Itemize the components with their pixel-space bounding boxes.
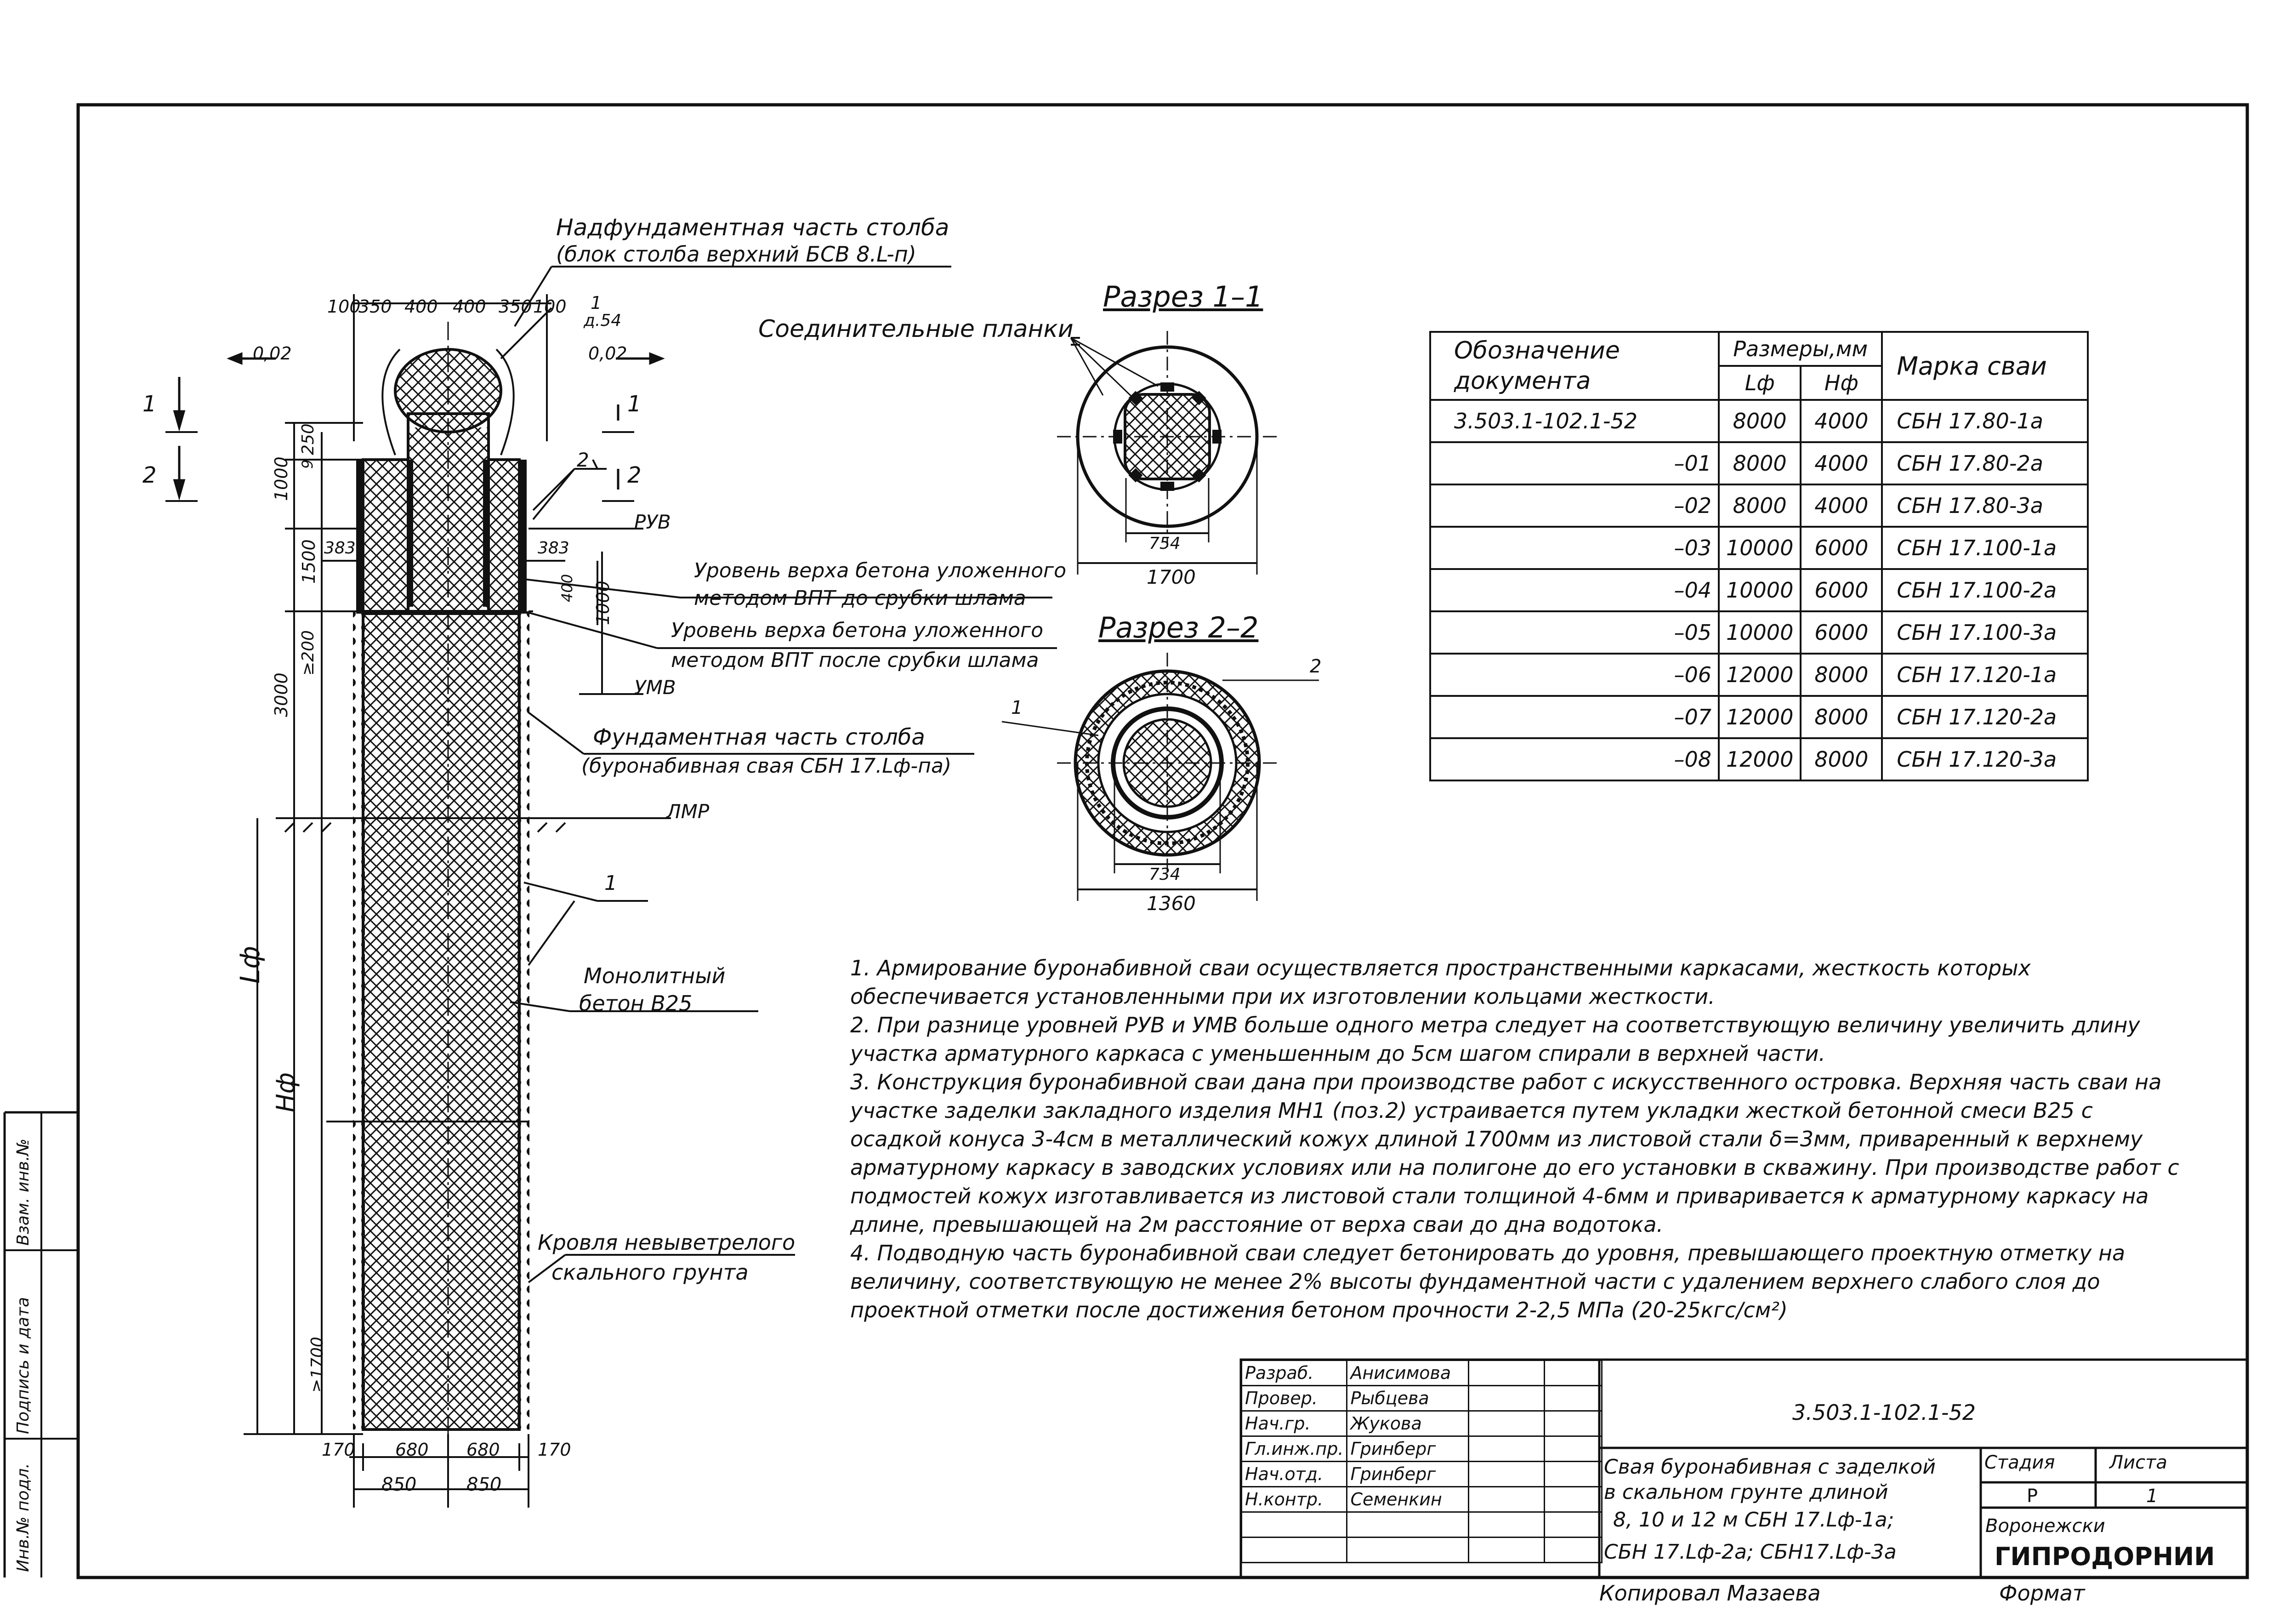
- role-cell: Н.контр.: [1242, 1487, 1347, 1512]
- pile-specification-table: [1429, 331, 2089, 781]
- signature-row: [1242, 1411, 1602, 1436]
- dim-250: 250: [299, 423, 318, 455]
- section-2-2-dim-inner: 734: [1149, 865, 1181, 884]
- dim-bottom-1: 170: [322, 1440, 355, 1460]
- row-lf: 8000: [1719, 400, 1801, 442]
- row-hf: 8000: [1801, 696, 1882, 738]
- foundation-part-label-2: (буронабивная свая СБН 17.Lф-па): [581, 754, 952, 778]
- table-row: [1430, 569, 2088, 611]
- section-mark-1-right: 1: [627, 391, 642, 417]
- dim-top-2: 350: [358, 296, 392, 317]
- row-lf: 10000: [1719, 569, 1801, 611]
- dim-bottom-3: 680: [466, 1440, 500, 1460]
- note-3: 3. Конструкция буронабивной сваи дана при производстве работ с искусственного островка. Верхняя часть сваи на участке заделки закладного изделия МН1 (поз.2) устраивается путем укладки жесткой бетонной смеси В25 с осадкой конуса 3-4см в металлический кожух длиной 1700мм из листовой стали δ=3мм, приваренный к верхнему арматурному каркасу в заводских условиях или на полигоне до его установки в скважину. При производстве работ с подмостей кожух изготавливается из листовой стали толщиной 4-6мм и приваривается к арматурному каркасу на длине, превышающей на 2м расстояние от верха сваи до дна водотока.: [850, 1070, 2179, 1237]
- monolith-label: Монолитный: [584, 963, 726, 988]
- table-row: [1430, 654, 2088, 696]
- row-hf: 6000: [1801, 569, 1882, 611]
- dim-9: 9: [299, 459, 316, 469]
- section-2-2-dim-outer: 1360: [1147, 892, 1196, 915]
- row-mark: СБН 17.120-3а: [1882, 738, 2088, 780]
- name-cell: Гринберг: [1347, 1436, 1469, 1462]
- dim-bottom-2: 680: [395, 1440, 429, 1460]
- signature-cell: [1469, 1462, 1545, 1487]
- header-document: [1430, 332, 1719, 400]
- row-mark: СБН 17.80-3а: [1882, 484, 2088, 527]
- rock-label-2: скального грунта: [551, 1260, 749, 1285]
- header-sizes: Размеры,мм: [1719, 332, 1882, 366]
- signature-row: [1242, 1538, 1602, 1563]
- name-cell: Анисимова: [1347, 1361, 1469, 1386]
- level-before-label: Уровень верха бетона уложенного: [694, 559, 1067, 582]
- pile-elevation: [349, 322, 533, 1434]
- name-cell: Жукова: [1347, 1411, 1469, 1436]
- row-doc: –08: [1430, 738, 1719, 780]
- pos1-top-label: 1: [591, 293, 602, 313]
- section-1-1-dim-inner: 754: [1149, 534, 1181, 553]
- row-lf: 10000: [1719, 611, 1801, 654]
- signature-cell: [1469, 1386, 1545, 1411]
- document-code: 3.503.1-102.1-52: [1792, 1400, 1976, 1425]
- row-doc: –03: [1430, 527, 1719, 569]
- pile-reinforcement-left: [353, 611, 365, 1429]
- date-cell: [1545, 1487, 1602, 1512]
- note-1: 1. Армирование буронабивной сваи осуществляется пространственными каркасами, жесткость которых обеспечивается установленными при их изготовлении кольцами жесткости.: [850, 956, 2031, 1009]
- signature-row: [1242, 1462, 1602, 1487]
- title-line-3: 8, 10 и 12 м СБН 17.Lф-1а;: [1613, 1508, 1894, 1532]
- dim-top-3: 400: [404, 296, 438, 317]
- dim-383-right: 383: [538, 539, 569, 558]
- dim-1000b: 1000: [593, 581, 613, 625]
- dim-400: 400: [558, 574, 576, 602]
- row-hf: 8000: [1801, 738, 1882, 780]
- row-doc: –05: [1430, 611, 1719, 654]
- slope-left-label: 0,02: [253, 343, 292, 364]
- pos1-label: 1: [604, 871, 617, 895]
- row-mark: СБН 17.100-3а: [1882, 611, 2088, 654]
- stage-value: Р: [2027, 1486, 2038, 1507]
- sheet-header: Листа: [2109, 1452, 2167, 1473]
- level-before-label-2: методом ВПТ до срубки шлама: [694, 587, 1026, 610]
- dim-top-4: 400: [453, 296, 486, 317]
- level-after-label-2: методом ВПТ после срубки шлама: [671, 649, 1039, 672]
- date-cell: [1545, 1411, 1602, 1436]
- lmr-label: ЛМР: [666, 800, 710, 823]
- table-row: [1430, 527, 2088, 569]
- row-hf: 4000: [1801, 484, 1882, 527]
- dim-ge200: ≥200: [299, 630, 318, 676]
- dim-top-1: 100: [327, 296, 361, 317]
- copied-by: Копировал Мазаева: [1599, 1581, 1821, 1606]
- row-hf: 8000: [1801, 654, 1882, 696]
- section-mark-2-left: 2: [142, 462, 157, 488]
- header-document-line2: документа: [1454, 367, 1591, 395]
- role-cell: Нач.гр.: [1242, 1411, 1347, 1436]
- row-hf: 4000: [1801, 400, 1882, 442]
- role-cell: Нач.отд.: [1242, 1462, 1347, 1487]
- row-doc: 3.503.1-102.1-52: [1430, 400, 1719, 442]
- pos2-label: 2: [577, 449, 589, 471]
- title-line-4: СБН 17.Lф-2а; СБН17.Lф-3а: [1604, 1540, 1897, 1564]
- level-after-label: Уровень верха бетона уложенного: [671, 619, 1044, 642]
- table-row: [1430, 738, 2088, 780]
- row-mark: СБН 17.100-1а: [1882, 527, 2088, 569]
- signature-row: [1242, 1436, 1602, 1462]
- section-mark-1-left: 1: [142, 391, 157, 417]
- rock-label: Кровля невыветрелого: [538, 1230, 796, 1255]
- row-lf: 12000: [1719, 738, 1801, 780]
- format-label: Формат: [1999, 1581, 2085, 1606]
- signature-row: [1242, 1512, 1602, 1538]
- dim-lf: Lф: [234, 946, 266, 984]
- row-lf: 8000: [1719, 484, 1801, 527]
- organization-name: ГИПРОДОРНИИ: [1995, 1542, 2215, 1571]
- note-2: 2. При разнице уровней РУВ и УМВ больше одного метра следует на соответствующую величину увеличить длину участка арматурного каркаса с уменьшенным до 5см шагом спирали в верхней части.: [850, 1013, 2140, 1066]
- label-top-part: Надфундаментная часть столба: [556, 214, 949, 241]
- signature-row: [1242, 1487, 1602, 1512]
- pile-shaft: [363, 611, 519, 1429]
- signature-row: [1242, 1361, 1602, 1386]
- section-2-2: [1002, 653, 1322, 901]
- row-lf: 12000: [1719, 696, 1801, 738]
- row-mark: СБН 17.80-1а: [1882, 400, 2088, 442]
- section-1-1-planks: Соединительные планки: [758, 315, 1074, 343]
- signature-table: [1241, 1360, 1603, 1563]
- signature-row: [1242, 1386, 1602, 1411]
- title-line-2: в скальном грунте длиной: [1604, 1481, 1888, 1504]
- row-doc: –01: [1430, 442, 1719, 484]
- row-mark: СБН 17.80-2а: [1882, 442, 2088, 484]
- dim-top-6: 100: [533, 296, 567, 317]
- name-cell: Рыбцева: [1347, 1386, 1469, 1411]
- row-lf: 12000: [1719, 654, 1801, 696]
- header-mark: Марка сваи: [1882, 332, 2088, 400]
- header-lf: Lф: [1719, 366, 1801, 400]
- row-doc: –06: [1430, 654, 1719, 696]
- date-cell: [1545, 1361, 1602, 1386]
- signature-cell: [1469, 1487, 1545, 1512]
- stage-header: Стадия: [1984, 1452, 2055, 1473]
- side-inventory: Инв.№ подл.: [14, 1463, 33, 1572]
- dim-850-right: 850: [466, 1474, 502, 1495]
- row-mark: СБН 17.120-1а: [1882, 654, 2088, 696]
- row-mark: СБН 17.120-2а: [1882, 696, 2088, 738]
- name-cell: Семенкин: [1347, 1487, 1469, 1512]
- row-mark: СБН 17.100-2а: [1882, 569, 2088, 611]
- header-hf: Hф: [1801, 366, 1882, 400]
- date-cell: [1545, 1462, 1602, 1487]
- section-1-1-dim-outer: 1700: [1147, 566, 1196, 588]
- signature-cell: [1469, 1411, 1545, 1436]
- section-2-2-pos2: 2: [1310, 656, 1322, 677]
- table-row: [1430, 611, 2088, 654]
- row-doc: –07: [1430, 696, 1719, 738]
- side-signature: Подпись и дата: [14, 1297, 33, 1434]
- dim-bottom-4: 170: [538, 1440, 571, 1460]
- date-cell: [1545, 1386, 1602, 1411]
- row-lf: 8000: [1719, 442, 1801, 484]
- row-lf: 10000: [1719, 527, 1801, 569]
- monolith-label-2: бетон В25: [579, 991, 693, 1016]
- header-document-line1: Обозначение: [1454, 337, 1620, 364]
- side-replacement: Взам. инв.№: [14, 1139, 33, 1246]
- table-row: [1430, 442, 2088, 484]
- dim-383-left: 383: [324, 539, 356, 558]
- dim-ge1700: ≥1700: [308, 1337, 327, 1393]
- row-doc: –04: [1430, 569, 1719, 611]
- dim-1500: 1500: [299, 539, 319, 584]
- role-cell: Гл.инж.пр.: [1242, 1436, 1347, 1462]
- dim-1000: 1000: [271, 456, 291, 501]
- row-hf: 4000: [1801, 442, 1882, 484]
- dim-top-5: 350: [499, 296, 532, 317]
- dim-3000: 3000: [271, 672, 291, 717]
- slope-right-label: 0,02: [588, 343, 627, 364]
- row-hf: 6000: [1801, 611, 1882, 654]
- signature-cell: [1469, 1436, 1545, 1462]
- d54-label: д.54: [584, 311, 622, 330]
- date-cell: [1545, 1436, 1602, 1462]
- table-row: [1430, 400, 2088, 442]
- table-header-row: [1430, 332, 2088, 366]
- row-hf: 6000: [1801, 527, 1882, 569]
- dim-850-left: 850: [381, 1474, 417, 1495]
- signature-cell: [1469, 1361, 1545, 1386]
- umv-label: УМВ: [634, 676, 676, 699]
- label-top-part-block: (блок столба верхний БСВ 8.L-п): [556, 242, 916, 267]
- role-cell: Разраб.: [1242, 1361, 1347, 1386]
- section-mark-2-right: 2: [627, 462, 642, 488]
- role-cell: Провер.: [1242, 1386, 1347, 1411]
- note-4: 4. Подводную часть буронабивной сваи следует бетонировать до уровня, превышающего проектную отметку на величину, соответствующую не менее 2% высоты фундаментной части с удалением верхнего слабого слоя до проектной отметки после достижения бетоном прочности 2-2,5 МПа (20-25кгс/см²): [850, 1241, 2126, 1322]
- organization-city: Воронежски: [1985, 1515, 2105, 1537]
- section-2-2-pos1: 1: [1011, 697, 1023, 718]
- row-doc: –02: [1430, 484, 1719, 527]
- table-row: [1430, 696, 2088, 738]
- title-line-1: Свая буронабивная с заделкой: [1604, 1455, 1936, 1479]
- general-notes: [850, 954, 2183, 1324]
- sheet-value: 1: [2146, 1486, 2158, 1507]
- section-2-2-title: Разрез 2–2: [1098, 611, 1259, 644]
- dim-hf: Hф: [271, 1072, 300, 1112]
- name-cell: Гринберг: [1347, 1462, 1469, 1487]
- table-row: [1430, 484, 2088, 527]
- section-1-1-title: Разрез 1–1: [1103, 280, 1263, 313]
- ruv-label: РУВ: [634, 511, 671, 533]
- foundation-part-label: Фундаментная часть столба: [593, 724, 925, 750]
- pile-reinforcement-right: [517, 611, 529, 1429]
